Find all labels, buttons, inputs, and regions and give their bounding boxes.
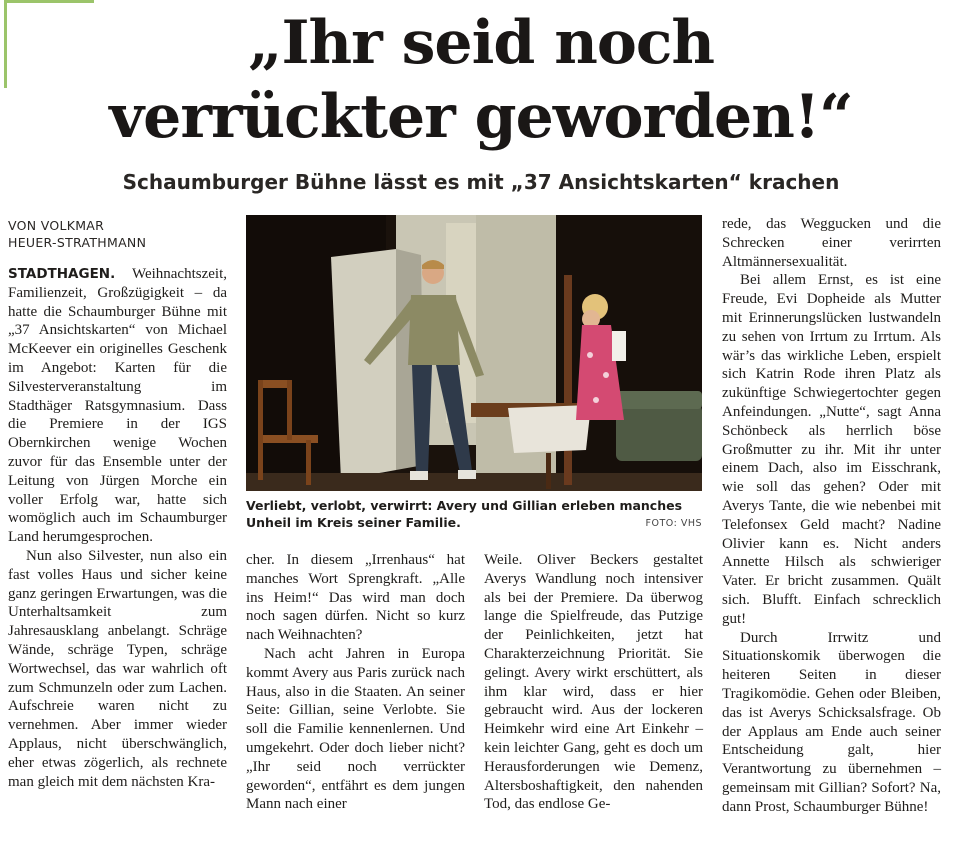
headline-line-1: „Ihr seid noch (247, 8, 715, 78)
article-paragraph: Durch Irrwitz und Situationskomik überwogen die heiteren Seiten in dieser Tragikomödie. Gehen oder Bleiben, das ist Averys Schicksalsfrage. Ob der Applaus am Ende auch seiner Entscheidung galt, hier Verantwortung zu übernehmen – gemeinsam mit Gillian? Sofort? Na, dann Prost, Schaumburger Bühne! (722, 629, 941, 815)
article-paragraph (8, 265, 227, 547)
photo-caption: Verliebt, verlobt, verwirrt: Avery und Gillian erleben manches Unheil im Kreis seiner Familie. (246, 498, 683, 530)
article-column-4 (722, 215, 941, 817)
article-column-1 (8, 265, 227, 791)
byline-line-1: VON VOLKMAR (8, 218, 105, 233)
headline (0, 6, 962, 154)
armchair (616, 391, 702, 461)
article-paragraph: cher. In diesem „Irrenhaus“ hat manches Wort Sprengkraft. „Alle ins Heim!“ Das wird man doch noch sagen dürfen. Nicht so kurz nach Weihnachten? (246, 552, 465, 644)
stage-photo-illustration (246, 215, 702, 491)
article-column-3 (484, 551, 703, 814)
stage-photo (246, 215, 702, 491)
byline-line-2: HEUER-STRATHMANN (8, 235, 147, 250)
byline (8, 217, 238, 251)
article-paragraph: Nun also Silvester, nun also ein fast volles Haus und sicher keine ganz geringen Erwartungen, was die Unterhaltsamkeit zum Jahresausklang anbelangt. Schräge Wände, schräge Typen, schräge Wortwechsel, das war wahrlich oft zum Schmunzeln oder zum Lachen. Aufschreie waren nicht zu vernehmen. Aber immer wieder Applaus, nicht überschwänglich, eher etwas zögerlich, als rechnete man gleich mit dem nächsten Kra- (8, 547, 227, 790)
article-paragraph: Bei allem Ernst, es ist eine Freude, Evi Dopheide als Mutter mit Erinnerungslücken lustwandeln zu sehen von Irrtum zu Irrtum. Als wär’s das wirkliche Leben, erspielt sich Katrin Rode ihren Platz als zukünftige Schwiegertochter gegen Anfeindungen. „Nutte“, sagt Anna Schönbeck als herrlich böse Großmutter zu ihr. Mit ihr unter einem Dach, also im Eisschrank, wie soll das gehen? Oder mit Averys Tante, die wie nebenbei mit Telefonsex Geld macht? Nadine Olivier kann es. Nicht anders Annette Hilsch als schwieriger Vater. Er bricht zusammen. Quält sich. Blufft. Einfach schrecklich gut! (722, 272, 941, 627)
accent-line-top (4, 0, 94, 3)
article-paragraph: rede, das Weggucken und die Schrecken einer verirrten Altmännersexualität. (722, 216, 941, 270)
paragraph-text: Weihnachtszeit, Familienzeit, Großzügigkeit – da hatte die Schaumburger Bühne mit „37 Ansichtskarten“ von Michael McKeever ein originelles Geschenk im Angebot: Karten für die Silvesterveranstaltung im Stadthäger Ratsgymnasium. Dass die Premiere in der IGS Obernkirchen wenige Wochen zuvor für das Ensemble unter der Leitung von Jürgen Morche ein voller Erfolg war, hatte sich womöglich auch im Schaumburger Land herumgesprochen. (8, 266, 227, 546)
dateline: STADTHAGEN. (8, 266, 116, 282)
article-column-2 (246, 551, 465, 814)
photo-credit: FOTO: VHS (645, 518, 702, 529)
headline-line-2: verrückter geworden!“ (109, 82, 853, 152)
subheadline: Schaumburger Bühne lässt es mit „37 Ansichtskarten“ krachen (122, 170, 840, 194)
article-paragraph: Weile. Oliver Beckers gestaltet Averys Wandlung noch intensiver als bei der Premiere. Da überwog lange die Spielfreude, das Putzige der Peinlichkeiten, jetzt hat Charakterzeichnung Priorität. Sie gelingt. Avery wirkt erschüttert, als ihm klar wird, dass er hier gebraucht wird. Aus der lockeren Heimkehr wird eine Art Einkehr – kein leichter Gang, geht es doch um Herausforderungen wie Demenz, Altersboshaftigkeit, den nahenden Tod, das endlose Ge- (484, 552, 703, 813)
article-paragraph: Nach acht Jahren in Europa kommt Avery aus Paris zurück nach Haus, also in die Staaten. An seiner Seite: Gillian, seine Verlobte. Sie soll die Familie kennenlernen. Und umgekehrt. Oder doch lieber nicht? „Ihr seid noch verrückter geworden“, entfährt es dem jungen Mann nach einer (246, 645, 465, 813)
